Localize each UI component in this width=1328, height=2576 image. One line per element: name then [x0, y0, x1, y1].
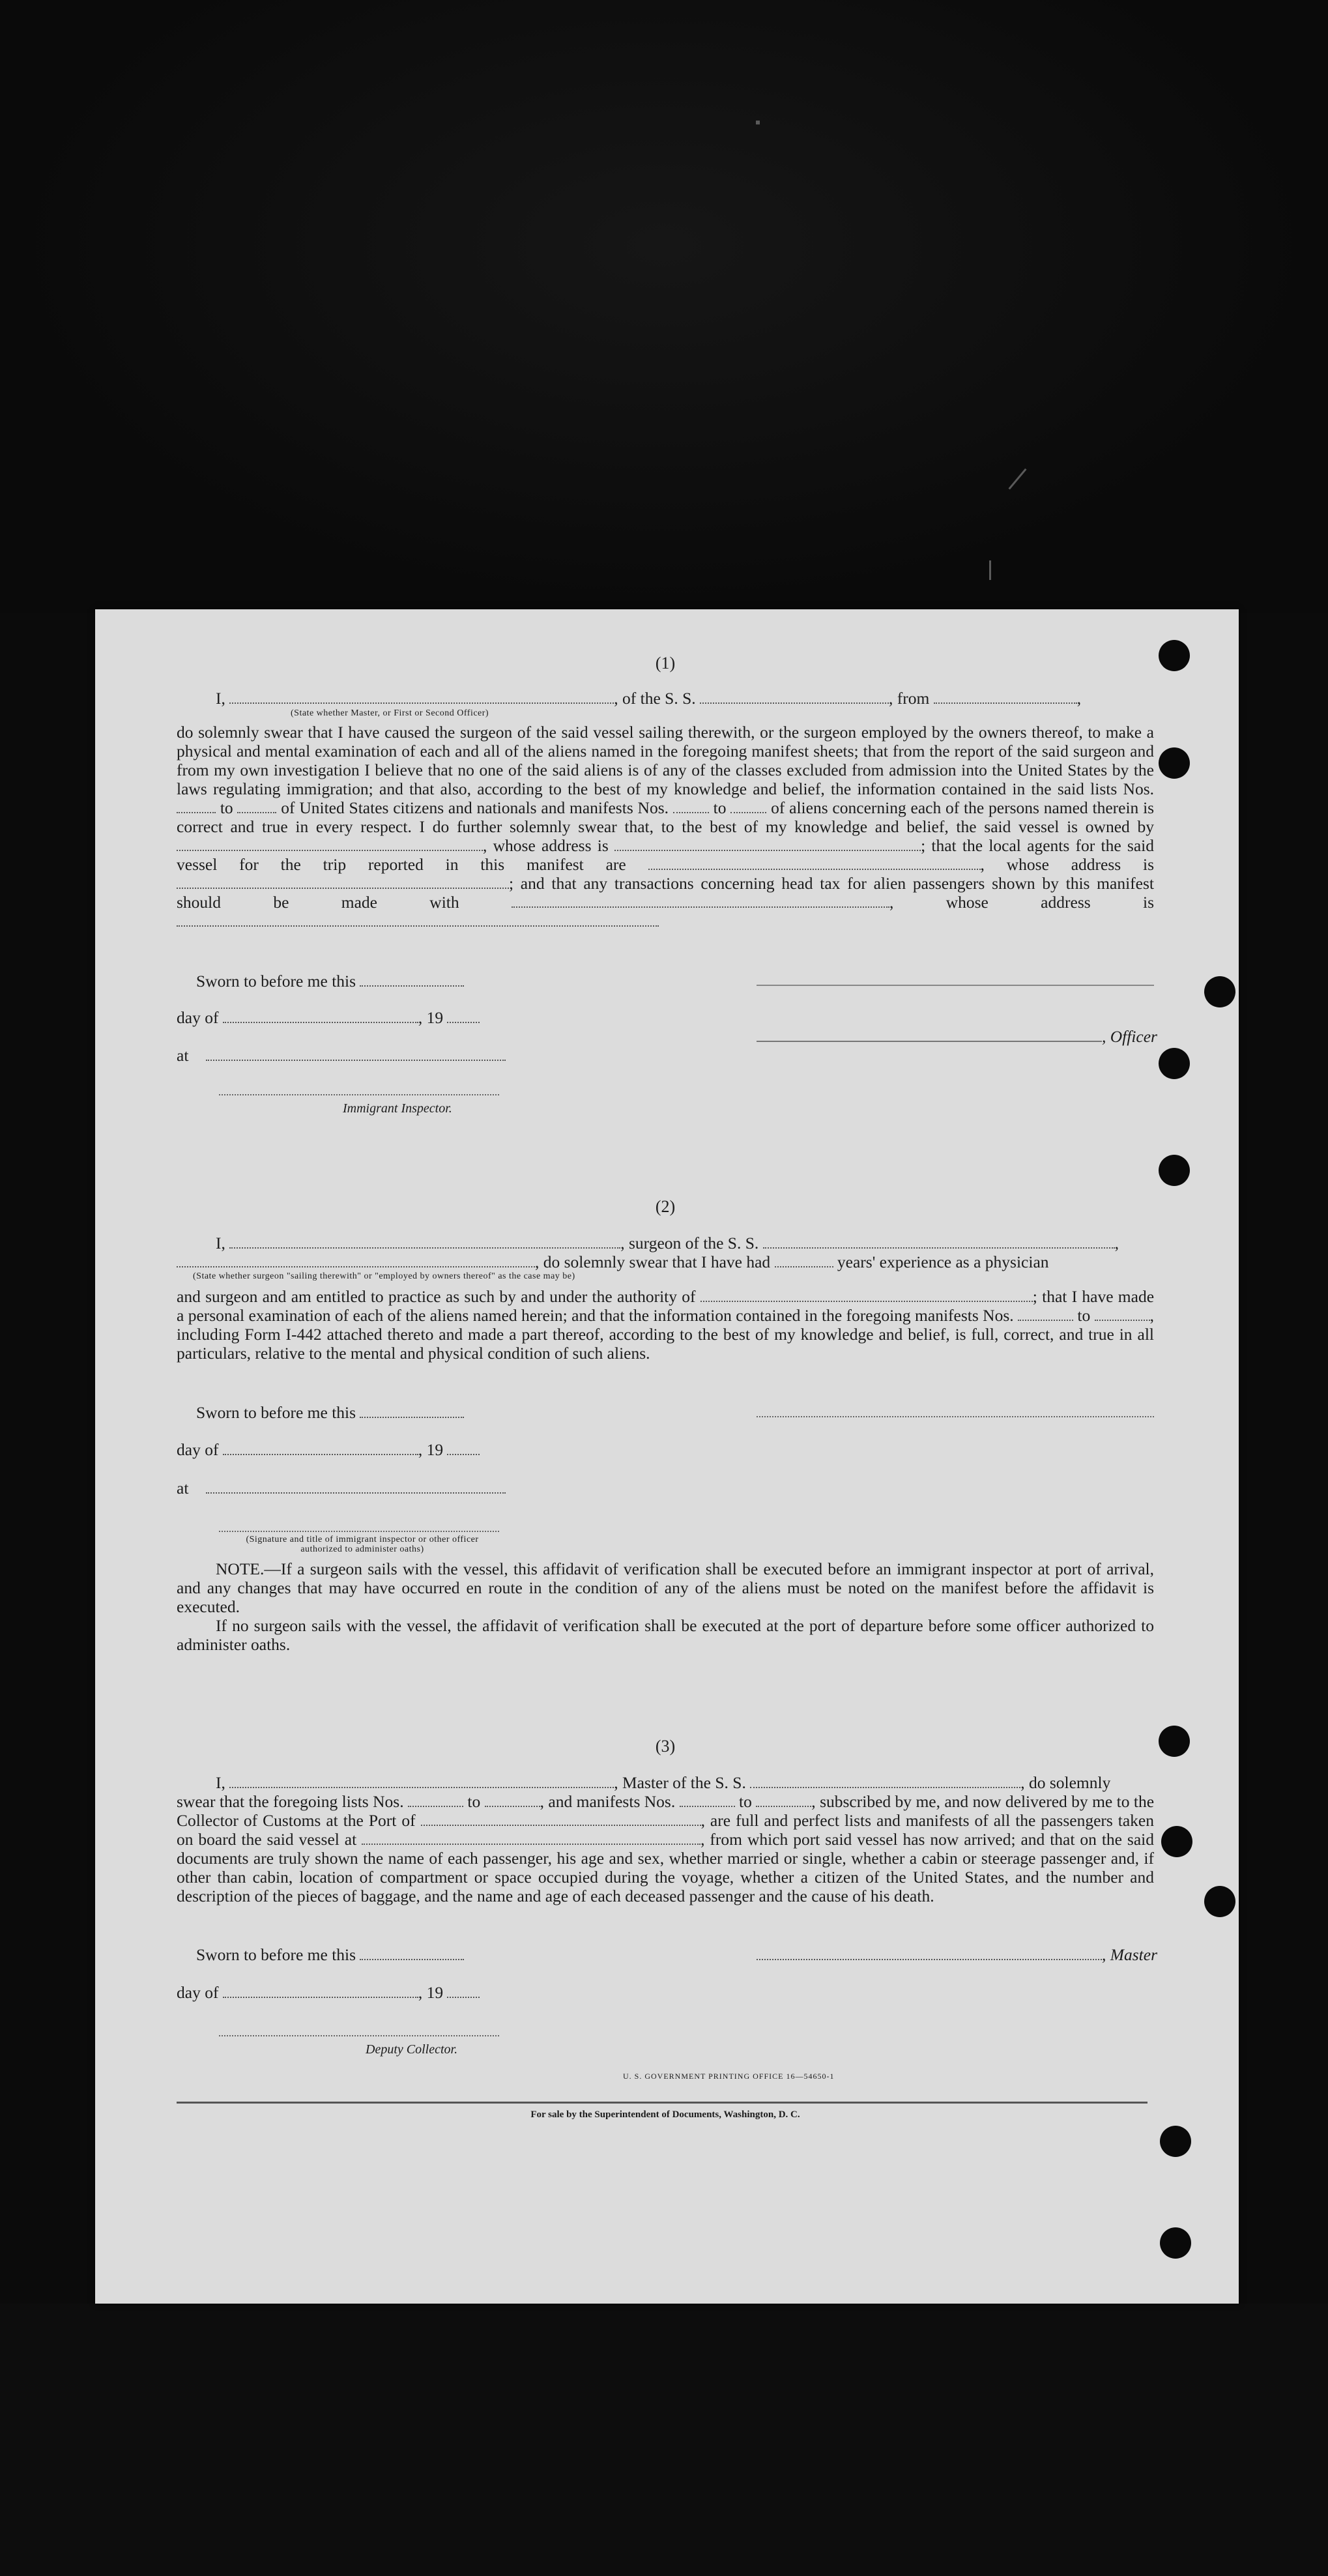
section-2-sworn: Sworn to before me this: [196, 1403, 356, 1422]
section-3-master-row: [757, 1945, 1157, 1964]
binder-hole: [1159, 1155, 1190, 1186]
lists-to-field[interactable]: [237, 799, 276, 813]
section-1-i: I,: [216, 689, 225, 708]
section-3-sworn: Sworn to before me this: [196, 1945, 356, 1964]
section-3-ship-field[interactable]: [750, 1774, 1020, 1788]
section-1-sworn-day-field[interactable]: [360, 972, 464, 987]
section-2-month-field[interactable]: [223, 1441, 418, 1455]
section-2-notes: [177, 1559, 1154, 1654]
master-name-field[interactable]: [229, 1774, 614, 1788]
note-no-surgeon: If no surgeon sails with the vessel, the affidavit of verification shall be executed at the port of departure before some officer authorized to administer oaths.: [177, 1616, 1154, 1654]
lists-from-field[interactable]: [177, 799, 216, 813]
scan-background-bottom: [0, 2304, 1328, 2576]
section-3-i: I,: [216, 1773, 225, 1792]
local-agents-field[interactable]: [648, 856, 981, 870]
head-tax-contact-field[interactable]: [512, 893, 889, 908]
section-1-to-2: to: [713, 798, 727, 817]
section-2-i: I,: [216, 1234, 225, 1252]
years-experience-field[interactable]: [775, 1253, 833, 1267]
section-1-body-8: , whose address is: [889, 893, 1155, 912]
surgeon-signature-line[interactable]: [757, 1415, 1154, 1417]
section-2-at: at: [177, 1479, 189, 1498]
binder-hole: [1159, 640, 1190, 671]
section-2-body-3: , including Form I-442 attached thereto and made a part thereof, according to the best of my knowledge and belief, is full, correct, and true in all particulars, relative to the mental and physical condition of such aliens.: [177, 1306, 1155, 1363]
section-3-to-2: to: [739, 1792, 752, 1811]
section-3-body-3: , subscribed by me, and now delivered by me to the Collector of Customs at the Port of: [177, 1792, 1155, 1830]
binder-hole: [1160, 2126, 1191, 2157]
section-2-ship-field[interactable]: [763, 1234, 1115, 1249]
section-3-year: , 19: [418, 1983, 444, 2002]
scan-background-top: [0, 0, 1328, 613]
manifest-form-page: [95, 609, 1239, 2304]
section-1-year: , 19: [418, 1008, 444, 1027]
binder-hole: [1159, 1726, 1190, 1757]
section-3-sworn-day-field[interactable]: [360, 1946, 464, 1960]
section-3-sworn-row: [177, 1945, 464, 1964]
note-surgeon-sails: NOTE.—If a surgeon sails with the vessel, this affidavit of verification shall be executed before an immigrant inspector at port of arrival, and any changes that may have occurred en route in the condition of any of the aliens must be noted on the manifest before the affidavit is executed.: [177, 1559, 1154, 1616]
section-2-day-row: [177, 1440, 480, 1459]
section-1-body-2: of United States citizens and nationals and manifests Nos.: [281, 798, 669, 817]
section-3-number: (3): [655, 1737, 676, 1756]
collector-label: Deputy Collector.: [366, 2042, 458, 2057]
section-2-physician: years' experience as a physician: [837, 1252, 1049, 1271]
master-label: , Master: [1102, 1945, 1157, 1964]
surgeon-name-field[interactable]: [229, 1234, 620, 1249]
section-1-body-4: , whose address is: [483, 836, 609, 855]
section-1-officer-row: [757, 1027, 1157, 1046]
section-1-body: [177, 723, 1154, 931]
officer-oath-signature-line[interactable]: [219, 1529, 499, 1532]
embarkation-port-field[interactable]: [362, 1831, 700, 1845]
section-1-body-3: of aliens concerning each of the persons named therein is correct and true in every respect. I do further solemnly swear that, to the best of my knowledge and belief, the said vessel is owned by: [177, 798, 1155, 836]
section-3-manifests-from-field[interactable]: [680, 1793, 735, 1807]
section-3-day-of: day of: [177, 1983, 219, 2002]
section-1-at: at: [177, 1046, 189, 1065]
section-3-manifests-to-field[interactable]: [756, 1793, 811, 1807]
section-3-body-1: swear that the foregoing lists Nos.: [177, 1792, 404, 1811]
section-1-sworn-row: [177, 972, 464, 991]
binder-hole: [1159, 747, 1190, 779]
scan-speck: [756, 121, 760, 124]
section-3-text: [177, 1792, 1154, 1905]
agents-address-field[interactable]: [177, 875, 509, 889]
head-tax-address-field[interactable]: [177, 912, 659, 927]
master-signature-field[interactable]: [757, 1946, 1102, 1960]
section-2-line-2: [177, 1252, 1154, 1271]
section-1-header-line: [177, 689, 1154, 708]
officer-name-field[interactable]: [229, 689, 614, 704]
section-2-year-field[interactable]: [447, 1441, 480, 1455]
section-2-body: [177, 1287, 1154, 1363]
section-1-day-row: [177, 1008, 480, 1027]
section-1-body-5: ; that the local agents for the said vessel for the trip reported in this manifest are: [177, 836, 1155, 874]
section-2-manifests-to-field[interactable]: [1095, 1307, 1150, 1321]
section-1-text: [177, 723, 1154, 931]
scan-speck: [989, 560, 991, 580]
section-1-comma: ,: [1076, 689, 1082, 708]
binder-hole: [1160, 2227, 1191, 2259]
section-1-month-field[interactable]: [223, 1009, 418, 1023]
binder-hole: [1159, 1048, 1190, 1079]
section-2-surgeon-of-ss: , surgeon of the S. S.: [620, 1234, 759, 1252]
section-2-sworn-day-field[interactable]: [360, 1404, 464, 1418]
binder-hole: [1204, 1886, 1235, 1917]
section-3-month-field[interactable]: [223, 1984, 418, 1998]
owner-address-field[interactable]: [614, 837, 921, 851]
binder-hole: [1161, 1826, 1192, 1857]
section-3-solemnly: , do solemnly: [1020, 1773, 1111, 1792]
section-3-day-row: [177, 1983, 480, 2002]
section-1-to-1: to: [220, 798, 233, 817]
collector-signature-line[interactable]: [219, 2034, 499, 2036]
section-2-solemnly: , do solemnly swear that I have had: [535, 1252, 771, 1271]
section-1-caption: (State whether Master, or First or Second Officer): [291, 708, 489, 718]
section-3-master-of-ss: , Master of the S. S.: [614, 1773, 746, 1792]
printing-office-imprint: U. S. GOVERNMENT PRINTING OFFICE 16—54650-1: [623, 2072, 835, 2081]
section-2-year: , 19: [418, 1440, 444, 1459]
section-2-manifests-from-field[interactable]: [1018, 1307, 1073, 1321]
section-1-body-6: , whose address is: [980, 855, 1155, 874]
section-3-header-line: [177, 1773, 1154, 1792]
surgeon-status-field[interactable]: [177, 1253, 535, 1267]
section-1-year-field[interactable]: [447, 1009, 480, 1023]
customs-port-field[interactable]: [421, 1812, 701, 1826]
from-port-field[interactable]: [934, 689, 1077, 704]
inspector-label: Immigrant Inspector.: [343, 1101, 452, 1116]
authority-field[interactable]: [700, 1288, 1033, 1302]
section-2-caption: (State whether surgeon "sailing therewith" or "employed by owners thereof" as the case may be): [193, 1271, 575, 1281]
section-2-text: [177, 1287, 1154, 1363]
section-2-to: to: [1077, 1306, 1091, 1325]
section-2-day-of: day of: [177, 1440, 219, 1459]
ship-name-field[interactable]: [700, 689, 889, 704]
section-2-body-1: and surgeon and am entitled to practice as such by and under the authority of: [177, 1287, 696, 1306]
section-3-body-4: , are full and perfect lists and manifests of all the passengers taken on board the said vessel at: [177, 1811, 1154, 1849]
section-1-from: , from: [889, 689, 930, 708]
section-2-signature-caption: (Signature and title of immigrant inspector or other officer authorized to administer oaths): [246, 1535, 479, 1554]
section-2-header-line: I, , surgeon of the S. S. ,: [216, 1234, 1119, 1252]
manifests-to-field[interactable]: [730, 799, 766, 813]
section-1-body-7: ; and that any transactions concerning head tax for alien passengers shown by this manifest should be made with: [177, 874, 1154, 912]
section-1-place-field[interactable]: [206, 1047, 506, 1061]
section-1-sworn: Sworn to before me this: [196, 972, 356, 991]
section-2-place-field[interactable]: [206, 1479, 506, 1494]
section-2-number: (2): [655, 1197, 676, 1216]
section-1-of-ss: , of the S. S.: [614, 689, 696, 708]
officer-signature-field[interactable]: [757, 1028, 1102, 1042]
inspector-signature-line[interactable]: [219, 1093, 499, 1095]
section-1-signature-line[interactable]: [757, 983, 1154, 986]
section-1-day-of: day of: [177, 1008, 219, 1027]
section-2-sworn-row: [177, 1403, 464, 1422]
section-2-body-2: ; that I have made a personal examination of each of the aliens named herein; and that the information contained in the foregoing manifests Nos.: [177, 1287, 1155, 1325]
section-1-body-1: do solemnly swear that I have caused the surgeon of the said vessel sailing therewith, or the surgeon employed by the owners thereof, to make a physical and mental examination of each and all of the aliens named in the foregoing manifest sheets; that from the report of the said surgeon and from my own investigation I believe that no one of the said aliens is of any of the classes excluded from admission into the United States by the laws regulating immigration; and that also, according to the best of my knowledge and belief, the information contained in the said lists Nos.: [177, 723, 1154, 798]
binder-hole: [1204, 976, 1235, 1007]
section-3-body: [177, 1792, 1154, 1905]
section-3-body-2: , and manifests Nos.: [540, 1792, 676, 1811]
section-3-year-field[interactable]: [447, 1984, 480, 1998]
officer-label: , Officer: [1102, 1027, 1157, 1046]
manifests-from-field[interactable]: [673, 799, 709, 813]
owner-field[interactable]: [177, 837, 483, 851]
for-sale-notice: For sale by the Superintendent of Documents, Washington, D. C.: [530, 2109, 800, 2120]
section-1-number: (1): [655, 654, 676, 673]
section-3-to-1: to: [467, 1792, 481, 1811]
section-3-lists-from-field[interactable]: [408, 1793, 463, 1807]
section-3-body-5: , from which port said vessel has now arrived; and that on the said documents are truly shown the name of each passenger, his age and sex, whether married or single, whether a cabin or steerage passenger and, if other than cabin, location of compartment or space occupied during the voyage, whether a citizen of the United States, and the number and description of the pieces of baggage, and the name and age of each deceased passenger and the cause of his death.: [177, 1830, 1154, 1905]
section-2-at-row: [177, 1479, 506, 1498]
section-3-lists-to-field[interactable]: [485, 1793, 540, 1807]
footer-rule: [177, 2102, 1148, 2104]
section-1-at-row: [177, 1046, 506, 1065]
